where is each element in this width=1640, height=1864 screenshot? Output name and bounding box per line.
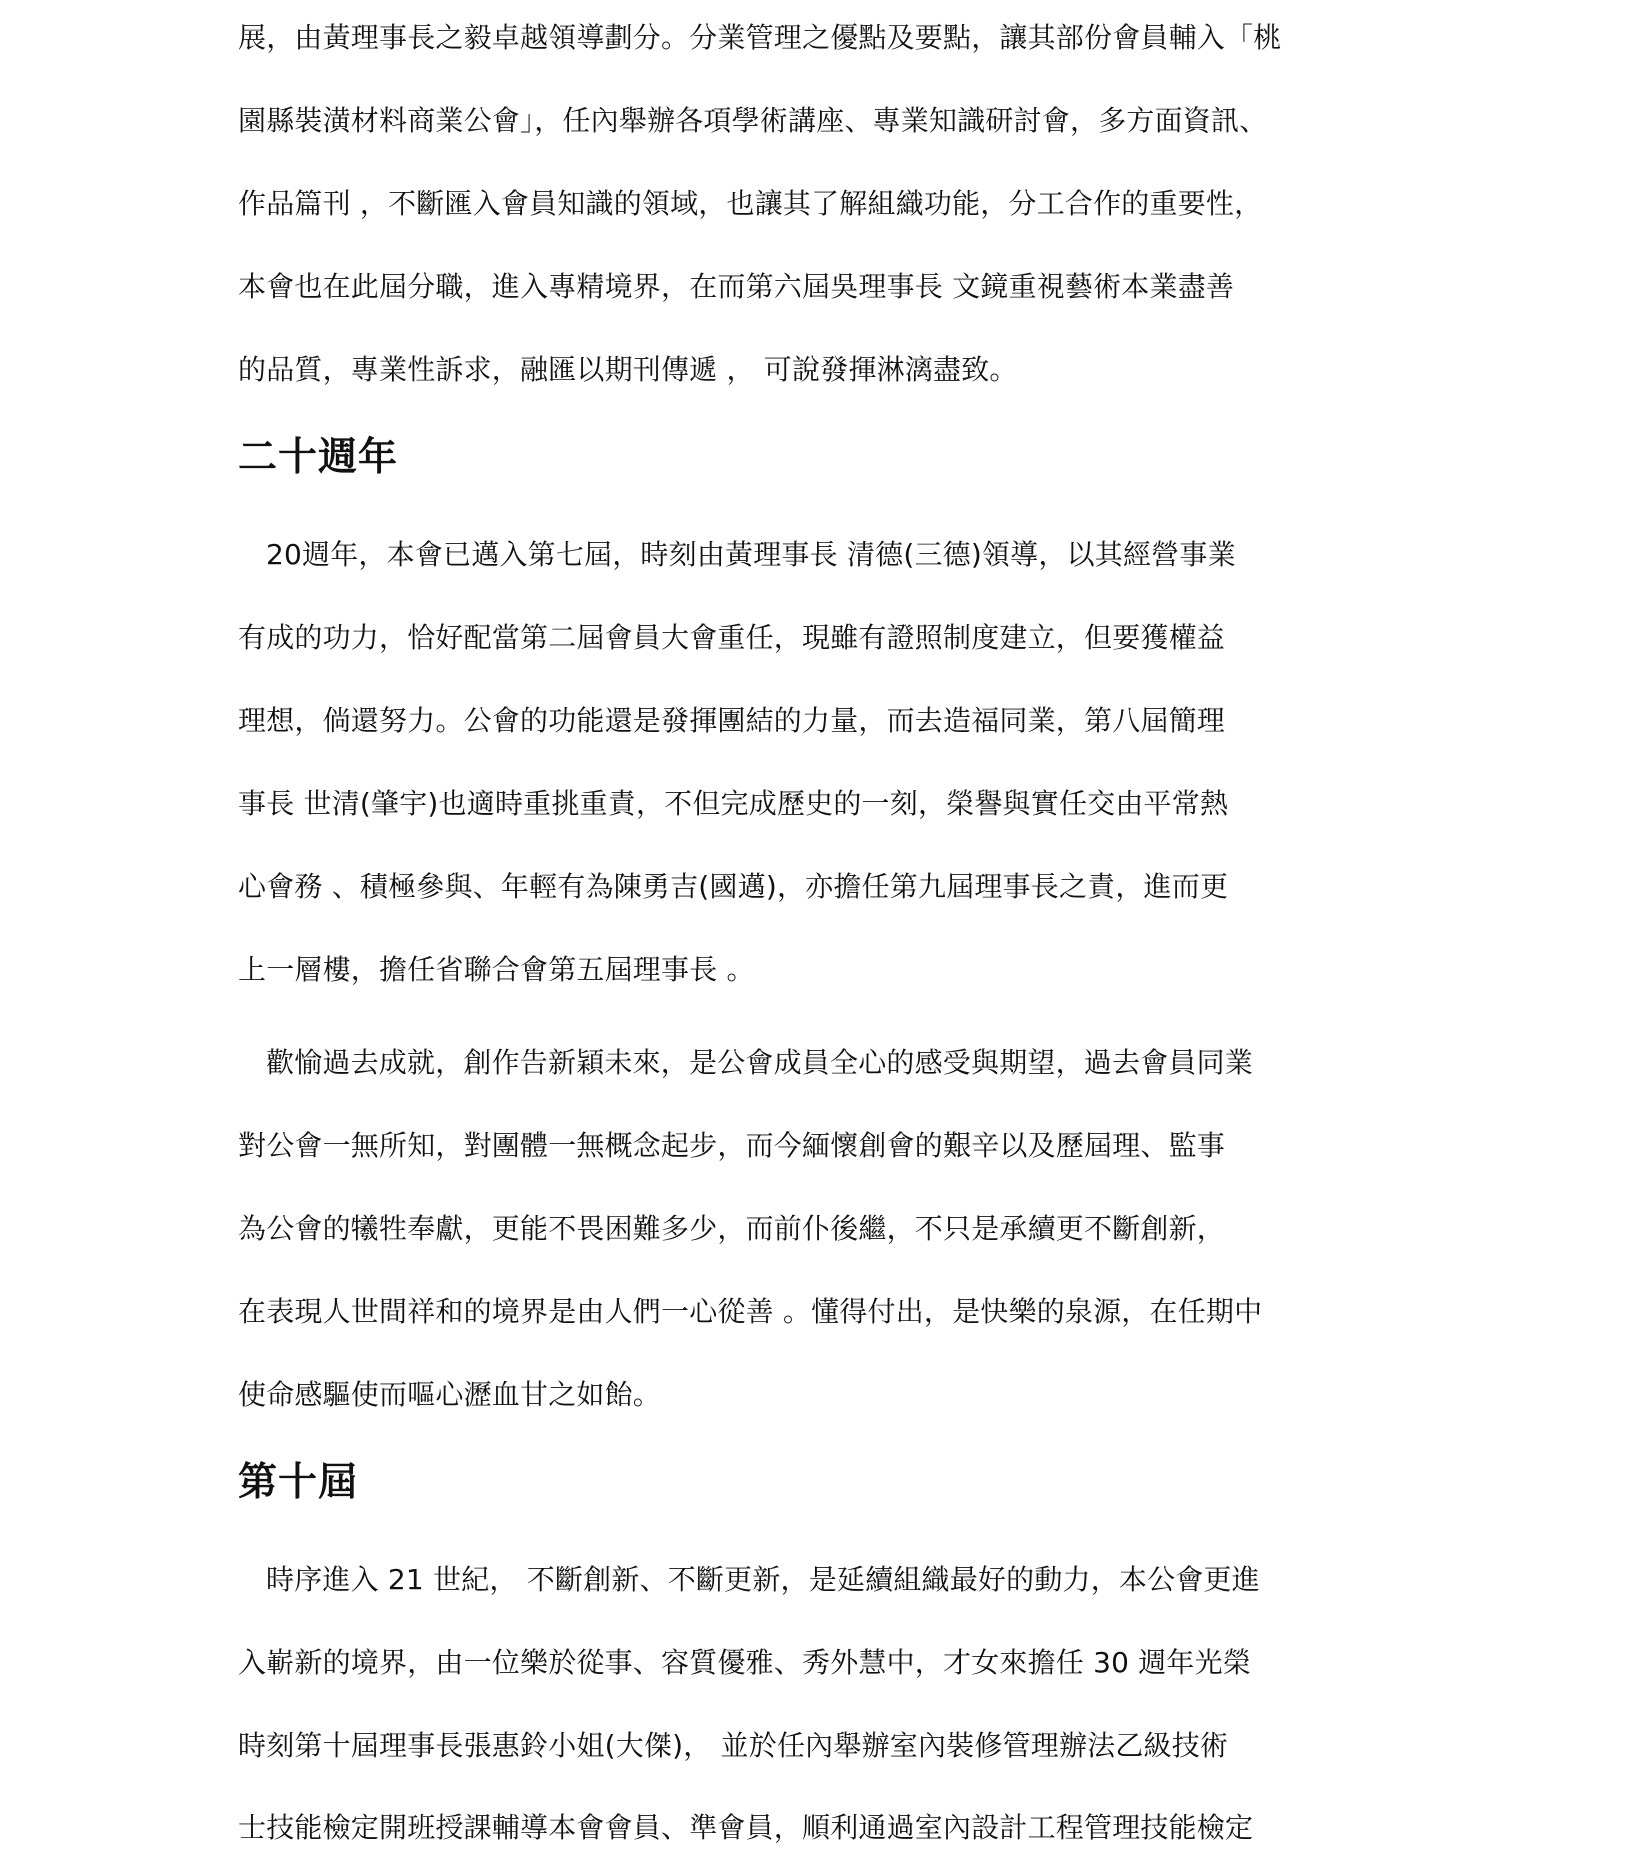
paragraph-line: 有成的功力，恰好配當第二屆會員大會重任，現雖有證照制度建立，但要獲權益: [238, 621, 1226, 654]
paragraph-line: 本會也在此屆分職，進入專精境界，在而第六屆吳理事長 文鏡重視藝術本業盡善: [238, 270, 1235, 303]
paragraph-line: 心會務 、積極參與、年輕有為陳勇吉(國邁)，亦擔任第九屆理事長之責，進而更: [238, 870, 1229, 903]
paragraph-line: 入嶄新的境界，由一位樂於從事、容質優雅、秀外慧中，才女來擔任 30 週年光榮: [238, 1646, 1252, 1679]
paragraph-line: 在表現人世間祥和的境界是由人們一心從善 。懂得付出，是快樂的泉源，在任期中: [238, 1295, 1263, 1328]
paragraph-line: 事長 世清(肇宇)也適時重挑重責，不但完成歷史的一刻，榮譽與實任交由平常熱: [238, 787, 1229, 820]
section-heading: 二十週年: [238, 435, 399, 480]
paragraph-line: 士技能檢定開班授課輔導本會會員、準會員，順利通過室內設計工程管理技能檢定: [238, 1811, 1254, 1844]
paragraph-line: 的品質，專業性訴求，融匯以期刊傳遞 ， 可說發揮淋漓盡致。: [238, 353, 1018, 386]
section-heading: 第十屆: [238, 1460, 359, 1505]
paragraph-line: 展，由黃理事長之毅卓越領導劃分。分業管理之優點及要點，讓其部份會員輔入「桃: [238, 21, 1282, 54]
paragraph-line: 為公會的犧牲奉獻，更能不畏困難多少，而前仆後繼，不只是承續更不斷創新，: [238, 1212, 1226, 1245]
paragraph-line: 上一層樓，擔任省聯合會第五屆理事長 。: [238, 953, 755, 986]
paragraph-line: 時刻第十屆理事長張惠鈴小姐(大傑)， 並於任內舉辦室內裝修管理辦法乙級技術: [238, 1729, 1229, 1762]
paragraph-line: 園縣裝潢材料商業公會」，任內舉辦各項學術講座、專業知識研討會，多方面資訊、: [238, 104, 1268, 137]
paragraph-line: 對公會一無所知，對團體一無概念起步，而今緬懷創會的艱辛以及歷屆理、監事: [238, 1129, 1226, 1162]
paragraph-line: 使命感驅使而嘔心瀝血甘之如飴。: [238, 1378, 662, 1411]
paragraph-line: 歡愉過去成就，創作告新穎未來，是公會成員全心的感受與期望，過去會員同業: [266, 1046, 1254, 1079]
paragraph-line: 理想，倘還努力。公會的功能還是發揮團結的力量，而去造福同業，第八屆簡理: [238, 704, 1226, 737]
paragraph-line: 時序進入 21 世紀， 不斷創新、不斷更新，是延續組織最好的動力，本公會更進: [266, 1563, 1260, 1596]
paragraph-line: 20週年，本會已邁入第七屆，時刻由黃理事長 清德(三德)領導，以其經營事業: [266, 538, 1236, 571]
paragraph-line: 作品篇刊 ，不斷匯入會員知識的領域，也讓其了解組織功能，分工合作的重要性，: [238, 187, 1263, 220]
